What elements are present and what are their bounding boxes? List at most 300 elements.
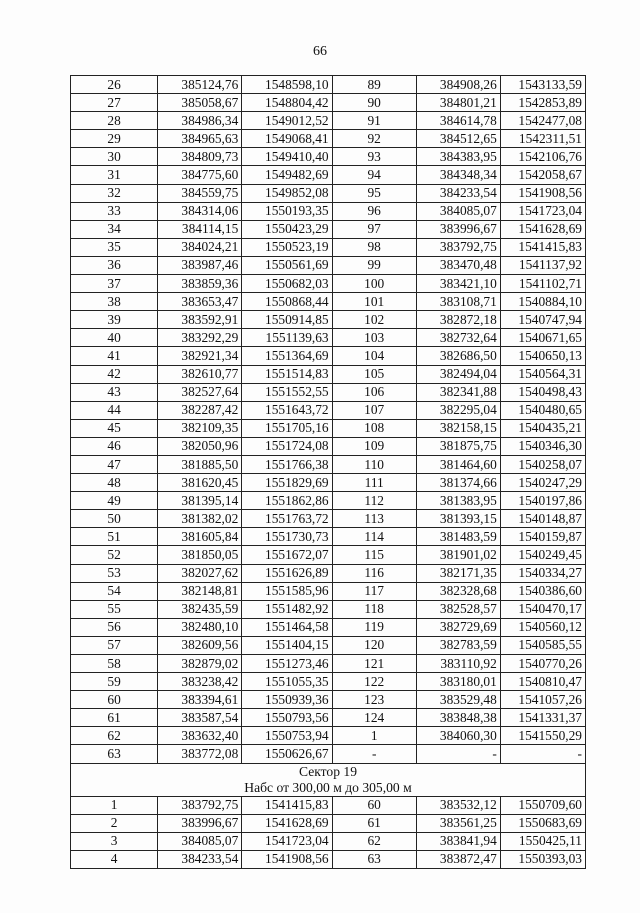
y-coordinate-cell: 1551464,58 [242,618,332,636]
y-coordinate-cell: 1549852,08 [242,184,332,202]
point-number-cell: 46 [71,437,158,455]
table-row [71,655,586,673]
x-coordinate-cell: 383421,10 [416,275,500,293]
point-number-cell: 42 [71,365,158,383]
y-coordinate-cell: 1540650,13 [500,347,585,365]
x-coordinate-cell: 382527,64 [158,383,242,401]
y-coordinate-cell: 1551730,73 [242,528,332,546]
point-number-cell: 40 [71,329,158,347]
y-coordinate-cell: 1551724,08 [242,437,332,455]
y-coordinate-cell: 1541415,83 [500,238,585,256]
y-coordinate-cell: 1550683,69 [500,814,585,832]
x-coordinate-cell: 384965,63 [158,130,242,148]
x-coordinate-cell: 382328,68 [416,582,500,600]
x-coordinate-cell: 381464,60 [416,455,500,473]
point-number-cell: 63 [332,850,416,868]
x-coordinate-cell: 382528,57 [416,600,500,618]
y-coordinate-cell: 1541550,29 [500,727,585,745]
table-row [71,600,586,618]
y-coordinate-cell: 1542853,89 [500,94,585,112]
point-number-cell: 104 [332,347,416,365]
point-number-cell: 31 [71,166,158,184]
sector-title: Сектор 19 [298,763,358,779]
point-number-cell: 108 [332,419,416,437]
table-row [71,202,586,220]
x-coordinate-cell: 383532,12 [416,796,500,814]
x-coordinate-cell: 381383,95 [416,492,500,510]
x-coordinate-cell: 383394,61 [158,691,242,709]
y-coordinate-cell: 1550393,03 [500,850,585,868]
y-coordinate-cell: 1540810,47 [500,673,585,691]
x-coordinate-cell: 383987,46 [158,256,242,274]
x-coordinate-cell: 382921,34 [158,347,242,365]
point-number-cell: 49 [71,492,158,510]
x-coordinate-cell: 382872,18 [416,311,500,329]
point-number-cell: 34 [71,220,158,238]
y-coordinate-cell: 1540671,65 [500,329,585,347]
y-coordinate-cell: 1542106,76 [500,148,585,166]
x-coordinate-cell: 383653,47 [158,293,242,311]
point-number-cell: 45 [71,419,158,437]
y-coordinate-cell: 1548804,42 [242,94,332,112]
y-coordinate-cell: 1551273,46 [242,655,332,673]
point-number-cell: 89 [332,76,416,94]
y-coordinate-cell: - [500,745,585,763]
table-row [71,275,586,293]
table-row [71,618,586,636]
table-row [71,419,586,437]
x-coordinate-cell: 383561,25 [416,814,500,832]
x-coordinate-cell: 384809,73 [158,148,242,166]
x-coordinate-cell: 383180,01 [416,673,500,691]
sector-header-row [71,763,586,796]
point-number-cell: 93 [332,148,416,166]
point-number-cell: 112 [332,492,416,510]
x-coordinate-cell: 381850,05 [158,546,242,564]
point-number-cell: 28 [71,112,158,130]
table-row [71,510,586,528]
table-row [71,528,586,546]
y-coordinate-cell: 1540247,29 [500,474,585,492]
y-coordinate-cell: 1540346,30 [500,437,585,455]
table-row [71,691,586,709]
y-coordinate-cell: 1540258,07 [500,455,585,473]
point-number-cell: 3 [71,832,158,850]
point-number-cell: 99 [332,256,416,274]
coordinates-table-body [71,76,586,764]
point-number-cell: 27 [71,94,158,112]
point-number-cell: 95 [332,184,416,202]
x-coordinate-cell: 383587,54 [158,709,242,727]
point-number-cell: 36 [71,256,158,274]
table-row [71,727,586,745]
x-coordinate-cell: 384233,54 [158,850,242,868]
y-coordinate-cell: 1540498,43 [500,383,585,401]
y-coordinate-cell: 1551626,89 [242,564,332,582]
table-row [71,166,586,184]
x-coordinate-cell: 381605,84 [158,528,242,546]
x-coordinate-cell: 384085,07 [158,832,242,850]
y-coordinate-cell: 1541628,69 [500,220,585,238]
point-number-cell: 92 [332,130,416,148]
x-coordinate-cell: 383996,67 [416,220,500,238]
y-coordinate-cell: 1540884,10 [500,293,585,311]
x-coordinate-cell: 384314,06 [158,202,242,220]
x-coordinate-cell: 381885,50 [158,455,242,473]
y-coordinate-cell: 1540770,26 [500,655,585,673]
x-coordinate-cell: 382171,35 [416,564,500,582]
point-number-cell: 111 [332,474,416,492]
table-row [71,256,586,274]
point-number-cell: 30 [71,148,158,166]
y-coordinate-cell: 1540747,94 [500,311,585,329]
point-number-cell: 48 [71,474,158,492]
point-number-cell: 52 [71,546,158,564]
x-coordinate-cell: 383592,91 [158,311,242,329]
point-number-cell: 101 [332,293,416,311]
y-coordinate-cell: 1541723,04 [500,202,585,220]
x-coordinate-cell: 382494,04 [416,365,500,383]
y-coordinate-cell: 1540560,12 [500,618,585,636]
point-number-cell: 29 [71,130,158,148]
x-coordinate-cell: 381374,66 [416,474,500,492]
y-coordinate-cell: 1541137,92 [500,256,585,274]
x-coordinate-cell: 382879,02 [158,655,242,673]
table-row [71,796,586,814]
y-coordinate-cell: 1550709,60 [500,796,585,814]
x-coordinate-cell: 384775,60 [158,166,242,184]
point-number-cell: - [332,745,416,763]
point-number-cell: 41 [71,347,158,365]
x-coordinate-cell: 382158,15 [416,419,500,437]
y-coordinate-cell: 1550682,03 [242,275,332,293]
x-coordinate-cell: 383632,40 [158,727,242,745]
table-row [71,76,586,94]
y-coordinate-cell: 1550793,56 [242,709,332,727]
point-number-cell: 54 [71,582,158,600]
point-number-cell: 102 [332,311,416,329]
point-number-cell: 122 [332,673,416,691]
x-coordinate-cell: 385058,67 [158,94,242,112]
x-coordinate-cell: 381620,45 [158,474,242,492]
x-coordinate-cell: 382610,77 [158,365,242,383]
y-coordinate-cell: 1551643,72 [242,401,332,419]
y-coordinate-cell: 1551705,16 [242,419,332,437]
y-coordinate-cell: 1541415,83 [242,796,332,814]
table-row [71,673,586,691]
y-coordinate-cell: 1551055,35 [242,673,332,691]
y-coordinate-cell: 1551404,15 [242,636,332,654]
y-coordinate-cell: 1551766,38 [242,455,332,473]
y-coordinate-cell: 1551763,72 [242,510,332,528]
x-coordinate-cell: 383238,42 [158,673,242,691]
point-number-cell: 43 [71,383,158,401]
point-number-cell: 26 [71,76,158,94]
x-coordinate-cell: 382480,10 [158,618,242,636]
x-coordinate-cell: 381395,14 [158,492,242,510]
x-coordinate-cell: 383859,36 [158,275,242,293]
x-coordinate-cell: 382686,50 [416,347,500,365]
point-number-cell: 124 [332,709,416,727]
x-coordinate-cell: 382287,42 [158,401,242,419]
x-coordinate-cell: 382729,69 [416,618,500,636]
y-coordinate-cell: 1551552,55 [242,383,332,401]
x-coordinate-cell: 383996,67 [158,814,242,832]
y-coordinate-cell: 1542058,67 [500,166,585,184]
table-row [71,293,586,311]
point-number-cell: 97 [332,220,416,238]
x-coordinate-cell: 384986,34 [158,112,242,130]
x-coordinate-cell: 382109,35 [158,419,242,437]
point-number-cell: 117 [332,582,416,600]
x-coordinate-cell: 385124,76 [158,76,242,94]
x-coordinate-cell: 384512,65 [416,130,500,148]
table-row [71,94,586,112]
point-number-cell: 94 [332,166,416,184]
point-number-cell: 91 [332,112,416,130]
y-coordinate-cell: 1549012,52 [242,112,332,130]
x-coordinate-cell: 381382,02 [158,510,242,528]
point-number-cell: 90 [332,94,416,112]
y-coordinate-cell: 1550626,67 [242,745,332,763]
y-coordinate-cell: 1540386,60 [500,582,585,600]
x-coordinate-cell: 383872,47 [416,850,500,868]
point-number-cell: 110 [332,455,416,473]
point-number-cell: 98 [332,238,416,256]
table-row [71,383,586,401]
point-number-cell: 53 [71,564,158,582]
y-coordinate-cell: 1549410,40 [242,148,332,166]
y-coordinate-cell: 1541908,56 [242,850,332,868]
y-coordinate-cell: 1550753,94 [242,727,332,745]
point-number-cell: 47 [71,455,158,473]
point-number-cell: 62 [71,727,158,745]
point-number-cell: 1 [332,727,416,745]
y-coordinate-cell: 1541102,71 [500,275,585,293]
x-coordinate-cell: 384024,21 [158,238,242,256]
coordinates-table [70,75,586,869]
table-row [71,564,586,582]
table-row [71,745,586,763]
y-coordinate-cell: 1541723,04 [242,832,332,850]
sector-table-body [71,796,586,868]
y-coordinate-cell: 1551139,63 [242,329,332,347]
table-row [71,130,586,148]
x-coordinate-cell: 382435,59 [158,600,242,618]
x-coordinate-cell: 383108,71 [416,293,500,311]
point-number-cell: 123 [332,691,416,709]
point-number-cell: 107 [332,401,416,419]
point-number-cell: 39 [71,311,158,329]
point-number-cell: 63 [71,745,158,763]
y-coordinate-cell: 1540435,21 [500,419,585,437]
x-coordinate-cell: 384383,95 [416,148,500,166]
x-coordinate-cell: 384614,78 [416,112,500,130]
y-coordinate-cell: 1540585,55 [500,636,585,654]
table-row [71,492,586,510]
point-number-cell: 60 [71,691,158,709]
y-coordinate-cell: 1540148,87 [500,510,585,528]
x-coordinate-cell: 381393,15 [416,510,500,528]
point-number-cell: 38 [71,293,158,311]
table-row [71,437,586,455]
x-coordinate-cell: 382341,88 [416,383,500,401]
y-coordinate-cell: 1551482,92 [242,600,332,618]
y-coordinate-cell: 1540197,86 [500,492,585,510]
page-number: 66 [313,44,327,59]
point-number-cell: 32 [71,184,158,202]
x-coordinate-cell: 382027,62 [158,564,242,582]
sector-header-section [71,763,586,796]
x-coordinate-cell: 383772,08 [158,745,242,763]
table-row [71,832,586,850]
y-coordinate-cell: 1551514,83 [242,365,332,383]
y-coordinate-cell: 1540249,45 [500,546,585,564]
x-coordinate-cell: 384060,30 [416,727,500,745]
point-number-cell: 106 [332,383,416,401]
point-number-cell: 4 [71,850,158,868]
point-number-cell: 1 [71,796,158,814]
y-coordinate-cell: 1540470,17 [500,600,585,618]
y-coordinate-cell: 1541331,37 [500,709,585,727]
sector-subtitle: Набс от 300,00 м до 305,00 м [244,779,412,795]
x-coordinate-cell: 383529,48 [416,691,500,709]
point-number-cell: 118 [332,600,416,618]
y-coordinate-cell: 1548598,10 [242,76,332,94]
point-number-cell: 58 [71,655,158,673]
point-number-cell: 115 [332,546,416,564]
table-row [71,546,586,564]
table-row [71,814,586,832]
x-coordinate-cell: 382783,59 [416,636,500,654]
y-coordinate-cell: 1541628,69 [242,814,332,832]
x-coordinate-cell: 383470,48 [416,256,500,274]
x-coordinate-cell: 383110,92 [416,655,500,673]
point-number-cell: 96 [332,202,416,220]
point-number-cell: 59 [71,673,158,691]
x-coordinate-cell: 384085,07 [416,202,500,220]
point-number-cell: 2 [71,814,158,832]
point-number-cell: 61 [332,814,416,832]
table-row [71,401,586,419]
table-row [71,709,586,727]
point-number-cell: 51 [71,528,158,546]
point-number-cell: 113 [332,510,416,528]
point-number-cell: 62 [332,832,416,850]
x-coordinate-cell: 384801,21 [416,94,500,112]
point-number-cell: 50 [71,510,158,528]
point-number-cell: 109 [332,437,416,455]
y-coordinate-cell: 1540564,31 [500,365,585,383]
x-coordinate-cell: 382050,96 [158,437,242,455]
y-coordinate-cell: 1542477,08 [500,112,585,130]
y-coordinate-cell: 1550425,11 [500,832,585,850]
point-number-cell: 100 [332,275,416,293]
table-row [71,238,586,256]
point-number-cell: 114 [332,528,416,546]
y-coordinate-cell: 1550523,19 [242,238,332,256]
point-number-cell: 60 [332,796,416,814]
x-coordinate-cell: 382295,04 [416,401,500,419]
table-row [71,184,586,202]
point-number-cell: 121 [332,655,416,673]
x-coordinate-cell: 383792,75 [158,796,242,814]
table-row [71,220,586,238]
x-coordinate-cell: 384559,75 [158,184,242,202]
table-row [71,636,586,654]
x-coordinate-cell: - [416,745,500,763]
table-row [71,365,586,383]
point-number-cell: 103 [332,329,416,347]
x-coordinate-cell: 383841,94 [416,832,500,850]
y-coordinate-cell: 1543133,59 [500,76,585,94]
point-number-cell: 57 [71,636,158,654]
point-number-cell: 61 [71,709,158,727]
y-coordinate-cell: 1550193,35 [242,202,332,220]
point-number-cell: 56 [71,618,158,636]
x-coordinate-cell: 382609,56 [158,636,242,654]
table-row [71,474,586,492]
x-coordinate-cell: 383792,75 [416,238,500,256]
y-coordinate-cell: 1541057,26 [500,691,585,709]
y-coordinate-cell: 1542311,51 [500,130,585,148]
table-row [71,582,586,600]
x-coordinate-cell: 383292,29 [158,329,242,347]
table-row [71,311,586,329]
x-coordinate-cell: 381483,59 [416,528,500,546]
y-coordinate-cell: 1540480,65 [500,401,585,419]
table-row [71,347,586,365]
x-coordinate-cell: 384908,26 [416,76,500,94]
y-coordinate-cell: 1549482,69 [242,166,332,184]
y-coordinate-cell: 1540334,27 [500,564,585,582]
table-row [71,112,586,130]
point-number-cell: 55 [71,600,158,618]
x-coordinate-cell: 382732,64 [416,329,500,347]
y-coordinate-cell: 1550561,69 [242,256,332,274]
point-number-cell: 119 [332,618,416,636]
y-coordinate-cell: 1540159,87 [500,528,585,546]
y-coordinate-cell: 1551862,86 [242,492,332,510]
y-coordinate-cell: 1550914,85 [242,311,332,329]
y-coordinate-cell: 1549068,41 [242,130,332,148]
table-row [71,850,586,868]
point-number-cell: 33 [71,202,158,220]
point-number-cell: 35 [71,238,158,256]
y-coordinate-cell: 1550939,36 [242,691,332,709]
x-coordinate-cell: 384348,34 [416,166,500,184]
y-coordinate-cell: 1551672,07 [242,546,332,564]
x-coordinate-cell: 384233,54 [416,184,500,202]
y-coordinate-cell: 1550868,44 [242,293,332,311]
table-row [71,148,586,166]
table-row [71,329,586,347]
point-number-cell: 105 [332,365,416,383]
point-number-cell: 44 [71,401,158,419]
x-coordinate-cell: 381875,75 [416,437,500,455]
y-coordinate-cell: 1551585,96 [242,582,332,600]
x-coordinate-cell: 384114,15 [158,220,242,238]
point-number-cell: 120 [332,636,416,654]
y-coordinate-cell: 1551364,69 [242,347,332,365]
y-coordinate-cell: 1550423,29 [242,220,332,238]
y-coordinate-cell: 1541908,56 [500,184,585,202]
x-coordinate-cell: 382148,81 [158,582,242,600]
y-coordinate-cell: 1551829,69 [242,474,332,492]
x-coordinate-cell: 383848,38 [416,709,500,727]
table-row [71,455,586,473]
sector-header-cell [71,763,586,796]
